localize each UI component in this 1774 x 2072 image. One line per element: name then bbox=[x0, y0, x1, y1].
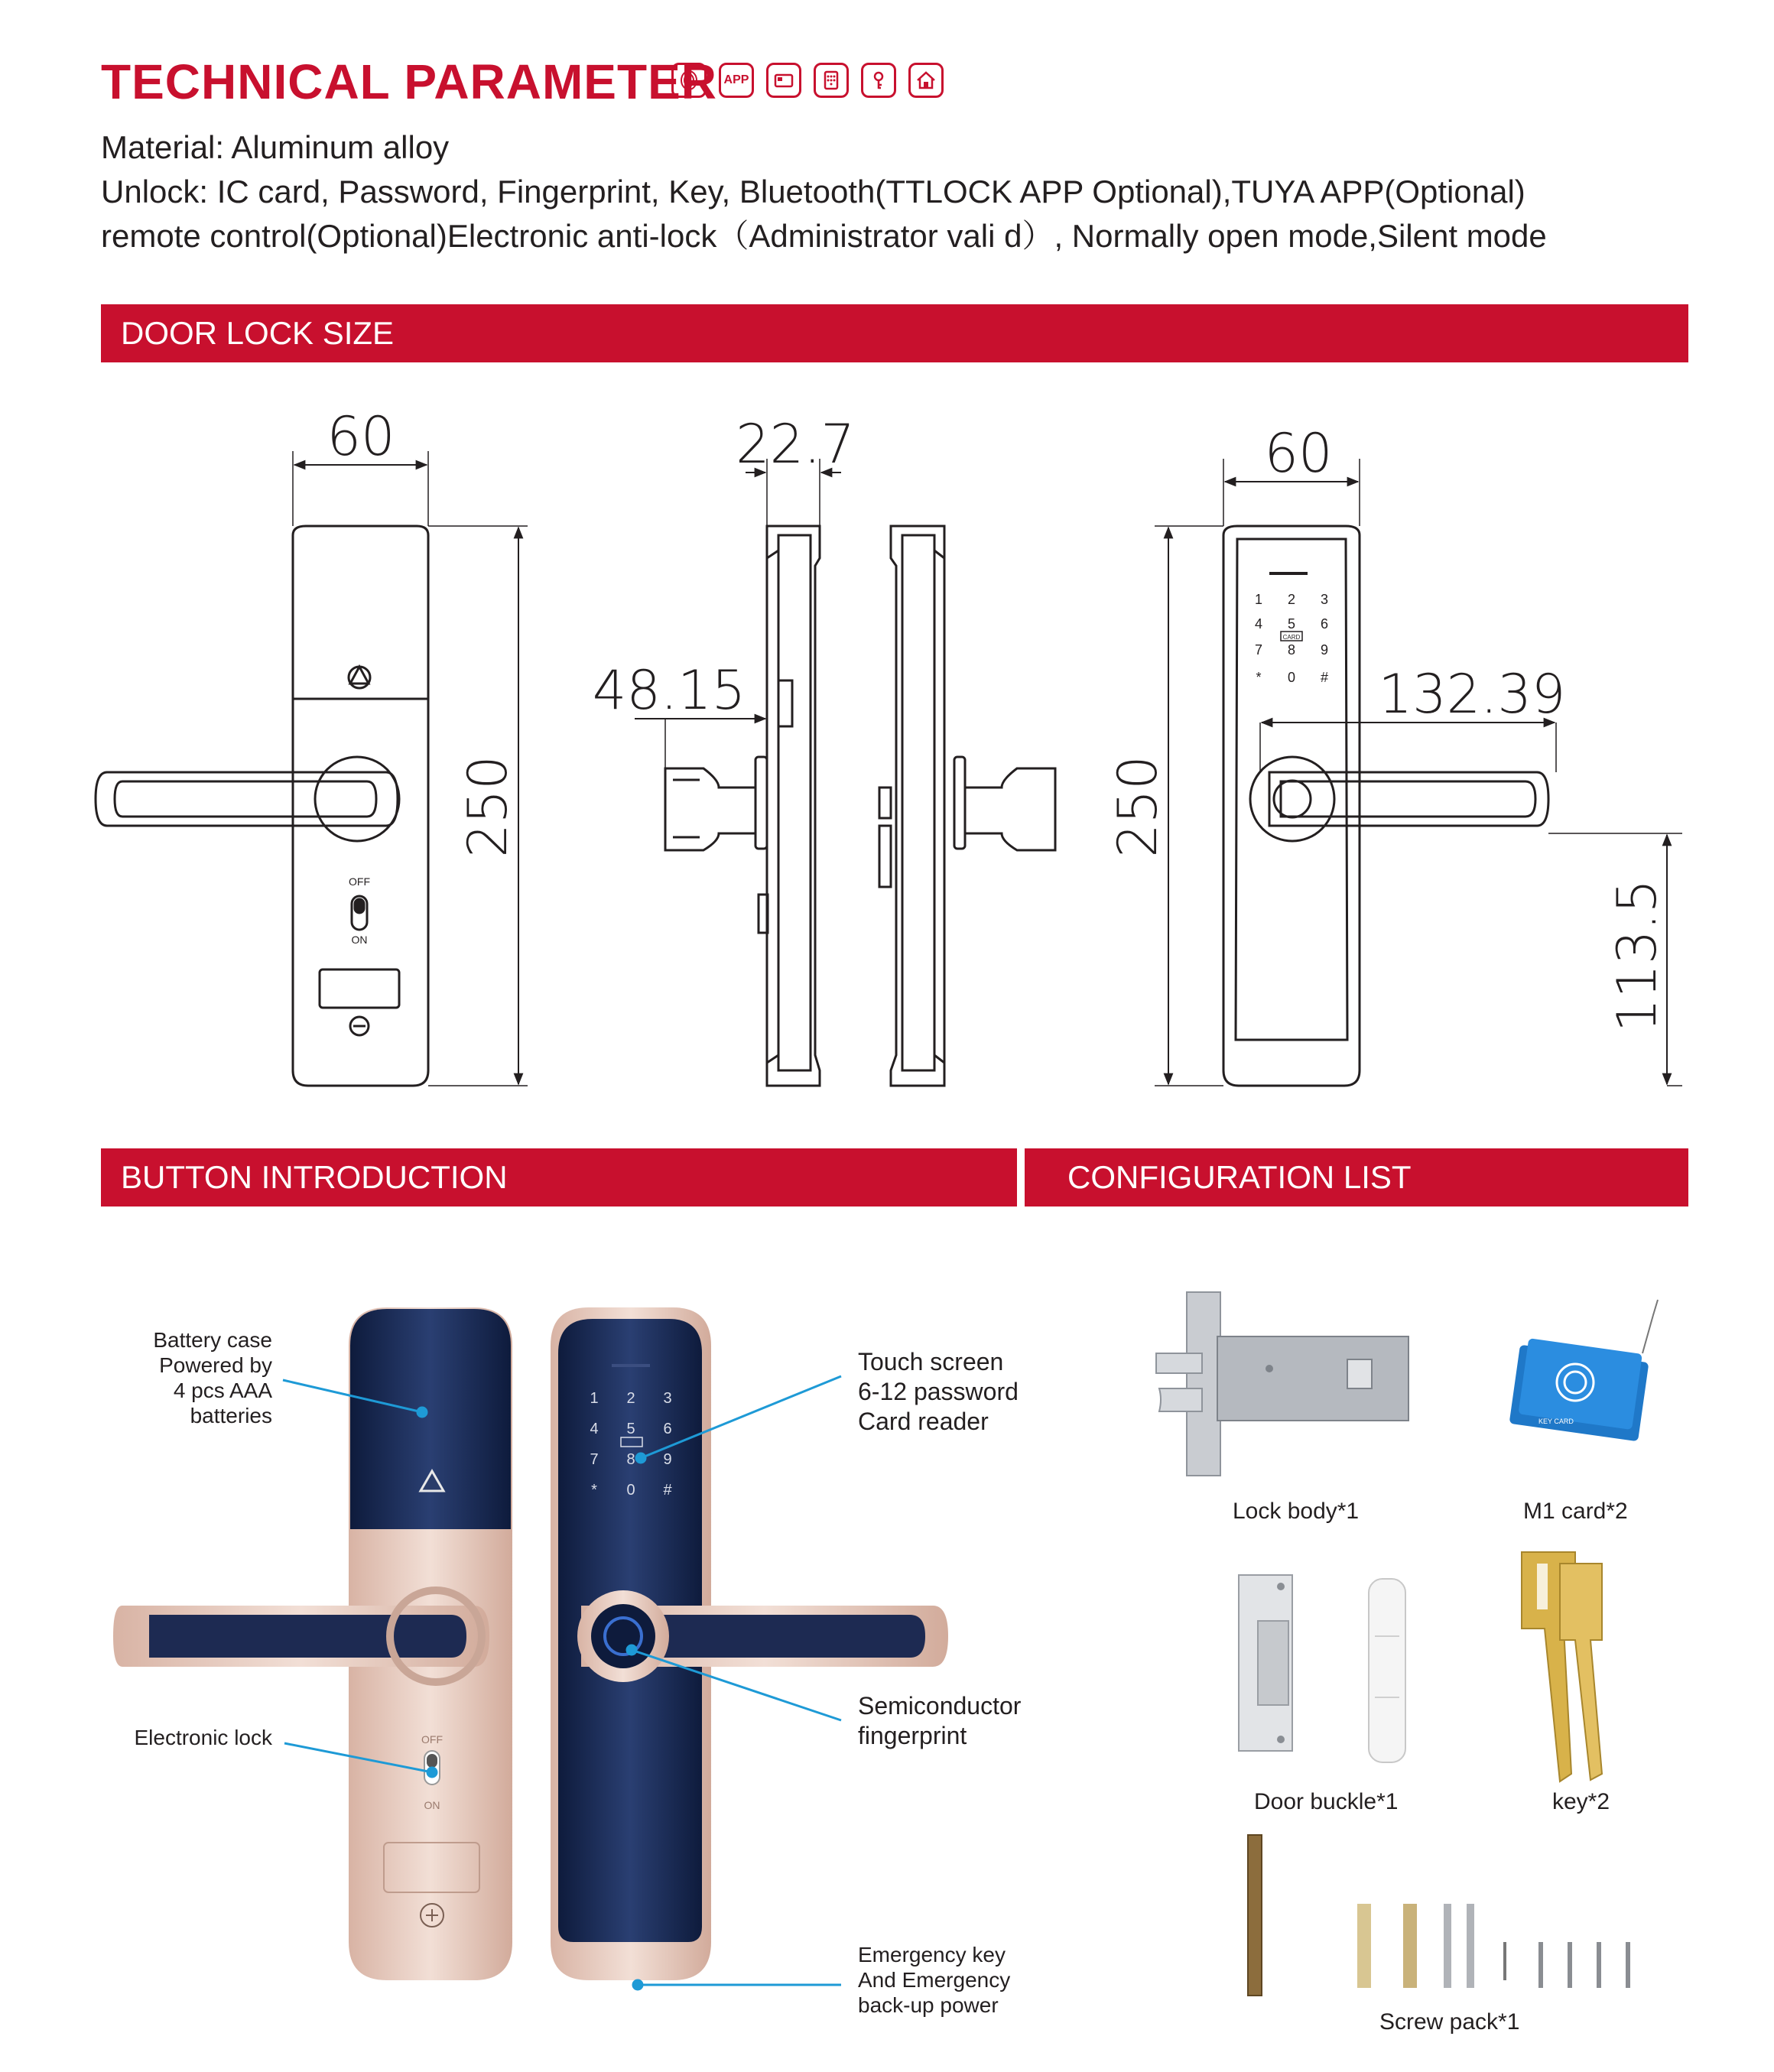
lock-body-image bbox=[1156, 1292, 1408, 1476]
page-title: TECHNICAL PARAMETER bbox=[101, 54, 717, 109]
dim-handle-length: 132.39 bbox=[1378, 663, 1566, 726]
outer-keypad-key: 7 bbox=[590, 1451, 599, 1468]
touch-screen-label: Touch screen 6-12 password Card reader bbox=[858, 1348, 1019, 1435]
m1-card-image bbox=[1509, 1300, 1658, 1441]
section-configuration-list: CONFIGURATION LIST bbox=[1025, 1148, 1688, 1207]
keys-image bbox=[1522, 1552, 1602, 1781]
app-icon: APP bbox=[719, 63, 754, 98]
section-button-introduction: BUTTON INTRODUCTION bbox=[101, 1148, 1017, 1207]
outer-keypad-key: 1 bbox=[590, 1390, 599, 1407]
keypad-key: 4 bbox=[1254, 616, 1263, 632]
card-label: CARD bbox=[1282, 634, 1301, 641]
dim-side-depth: 22.7 bbox=[736, 413, 855, 476]
dim-front-height: 250 bbox=[456, 755, 519, 858]
feature-icon-row bbox=[671, 63, 944, 98]
dimension-drawings bbox=[0, 367, 1774, 1132]
outer-keypad-key: 3 bbox=[663, 1390, 672, 1407]
outer-keypad-key: # bbox=[663, 1482, 672, 1499]
keypad-key: 6 bbox=[1320, 616, 1329, 632]
keypad-key: 2 bbox=[1287, 592, 1296, 607]
outer-keypad-key: 5 bbox=[626, 1421, 635, 1437]
switch-off-label: OFF bbox=[349, 875, 370, 888]
smart-home-icon bbox=[908, 63, 944, 98]
section-door-lock-size: DOOR LOCK SIZE bbox=[101, 304, 1688, 362]
dim-handle-projection: 48.15 bbox=[592, 659, 746, 722]
fingerprint-label: Semiconductor fingerprint bbox=[858, 1692, 1022, 1749]
door-buckle-image bbox=[1239, 1575, 1405, 1762]
unlock-text-line1: Unlock: IC card, Password, Fingerprint, Key, Bluetooth(TTLOCK APP Optional),TUYA APP(Optional) bbox=[101, 174, 1525, 209]
keypad-key: 1 bbox=[1254, 592, 1263, 607]
outer-keypad-key: 0 bbox=[626, 1482, 635, 1499]
battery-case-label: Battery case Powered by 4 pcs AAA batteries bbox=[153, 1328, 272, 1427]
switch-on-label: ON bbox=[351, 934, 368, 946]
m1-card-label: M1 card*2 bbox=[1523, 1499, 1628, 1524]
electronic-lock-label: Electronic lock bbox=[134, 1726, 272, 1749]
keypad-key: 0 bbox=[1287, 670, 1296, 685]
password-icon bbox=[814, 63, 849, 98]
inner-switch-on-label: ON bbox=[424, 1799, 440, 1811]
outer-keypad-key: 9 bbox=[663, 1451, 672, 1468]
inner-switch-off-label: OFF bbox=[421, 1733, 443, 1746]
fingerprint-icon bbox=[671, 63, 707, 98]
outer-keypad-key: 6 bbox=[663, 1421, 672, 1437]
back-view-drawing bbox=[1155, 459, 1682, 1086]
outer-keypad-key: 4 bbox=[590, 1421, 599, 1437]
keypad-key: * bbox=[1256, 670, 1262, 685]
side-view-drawing bbox=[635, 459, 1055, 1086]
outer-keypad-key: 8 bbox=[626, 1451, 635, 1468]
outer-keypad-key: 2 bbox=[626, 1390, 635, 1407]
dim-front-width: 60 bbox=[327, 405, 395, 468]
key-icon bbox=[861, 63, 896, 98]
unlock-text-line2: remote control(Optional)Electronic anti-lock（Administrator vali d）, Normally open mode,Silent mode bbox=[101, 218, 1547, 254]
door-buckle-label: Door buckle*1 bbox=[1254, 1789, 1399, 1814]
key-label: key*2 bbox=[1552, 1789, 1610, 1814]
screw-pack-image bbox=[1248, 1835, 1630, 1996]
lock-body-label: Lock body*1 bbox=[1233, 1499, 1360, 1524]
outer-keypad-key: * bbox=[591, 1482, 597, 1499]
configuration-illustrations bbox=[1025, 1269, 1728, 2003]
screw-pack-label: Screw pack*1 bbox=[1379, 2009, 1520, 2035]
dim-back-height: 250 bbox=[1106, 755, 1169, 858]
card-icon bbox=[766, 63, 801, 98]
material-text: Material: Aluminum alloy bbox=[101, 129, 450, 165]
keypad-key: 5 bbox=[1287, 616, 1296, 632]
keypad-key: 7 bbox=[1254, 642, 1263, 658]
keypad-key: # bbox=[1320, 670, 1329, 685]
dim-handle-height: 113.5 bbox=[1606, 878, 1668, 1033]
emergency-label: Emergency key And Emergency back-up power bbox=[858, 1943, 1011, 2017]
m1-card-text: KEY CARD bbox=[1538, 1418, 1574, 1425]
keypad-key: 3 bbox=[1320, 592, 1329, 607]
keypad-key: 8 bbox=[1287, 642, 1296, 658]
keypad-key: 9 bbox=[1320, 642, 1329, 658]
dim-back-width: 60 bbox=[1264, 422, 1333, 485]
